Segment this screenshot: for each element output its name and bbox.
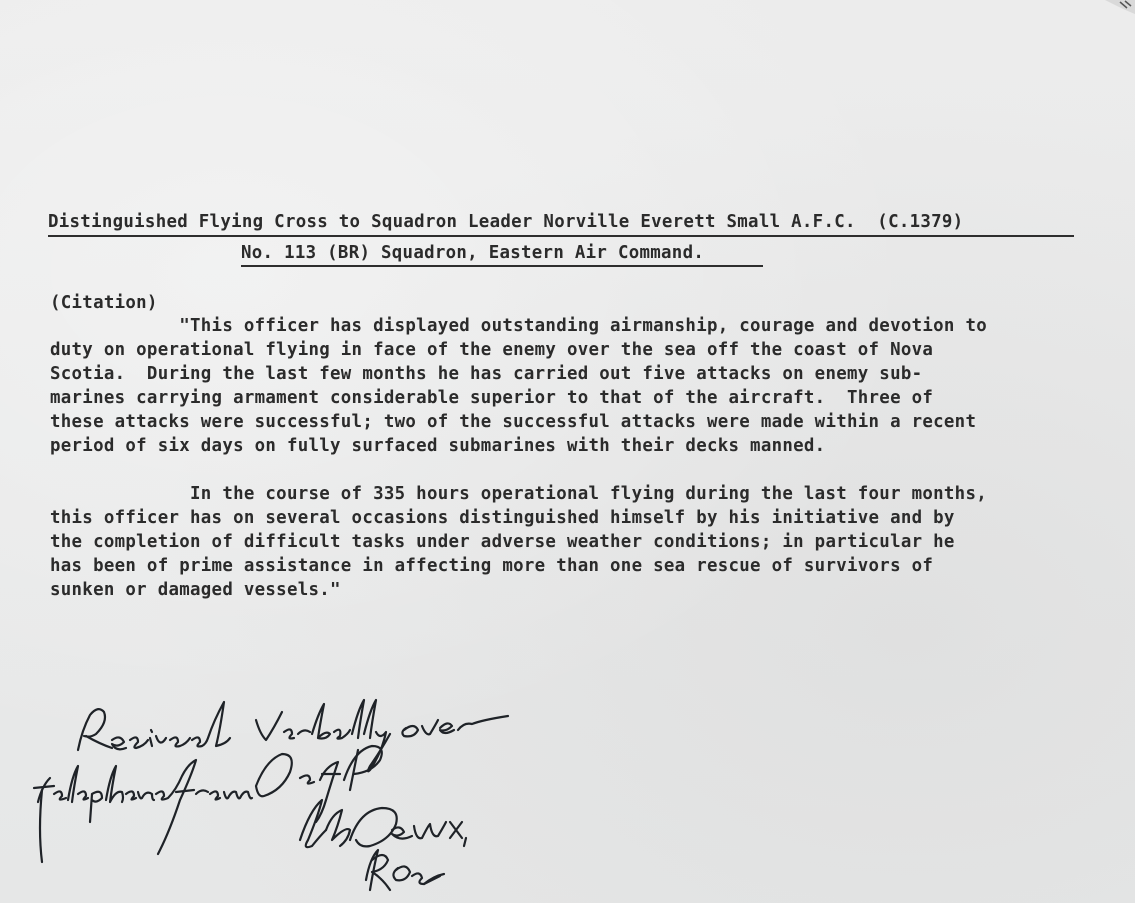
paragraph-line: In the course of 335 hours operational flying during the last four months, [50, 484, 987, 504]
title-underline [48, 235, 1074, 237]
paragraph-line: the completion of difficult tasks under adverse weather conditions; in particular he [50, 532, 955, 552]
paragraph-line: duty on operational flying in face of the enemy over the sea off the coast of Nova [50, 340, 934, 360]
paragraph-line: Scotia. During the last few months he has carried out five attacks on enemy sub- [50, 364, 923, 384]
paragraph-line: period of six days on fully surfaced submarines with their decks manned. [50, 436, 826, 456]
corner-wear-mark [1065, 0, 1135, 22]
handwritten-annotation [20, 690, 540, 903]
citation-title: Distinguished Flying Cross to Squadron Leader Norville Everett Small A.F.C. (C.1379) [48, 212, 964, 232]
subtitle-underline [241, 265, 763, 267]
squadron-subtitle: No. 113 (BR) Squadron, Eastern Air Command. [241, 243, 705, 263]
citation-label: (Citation) [50, 293, 158, 313]
citation-paragraph-2 [50, 482, 1110, 602]
paragraph-line: these attacks were successful; two of the successful attacks were made within a recent [50, 412, 977, 432]
paragraph-line: has been of prime assistance in affecting more than one sea rescue of survivors of [50, 556, 934, 576]
paragraph-line: sunken or damaged vessels." [50, 580, 341, 600]
citation-paragraph-1 [50, 314, 1110, 458]
paragraph-line: marines carrying armament considerable superior to that of the aircraft. Three of [50, 388, 934, 408]
paragraph-line: this officer has on several occasions distinguished himself by his initiative and by [50, 508, 955, 528]
paragraph-line: "This officer has displayed outstanding airmanship, courage and devotion to [50, 316, 987, 336]
